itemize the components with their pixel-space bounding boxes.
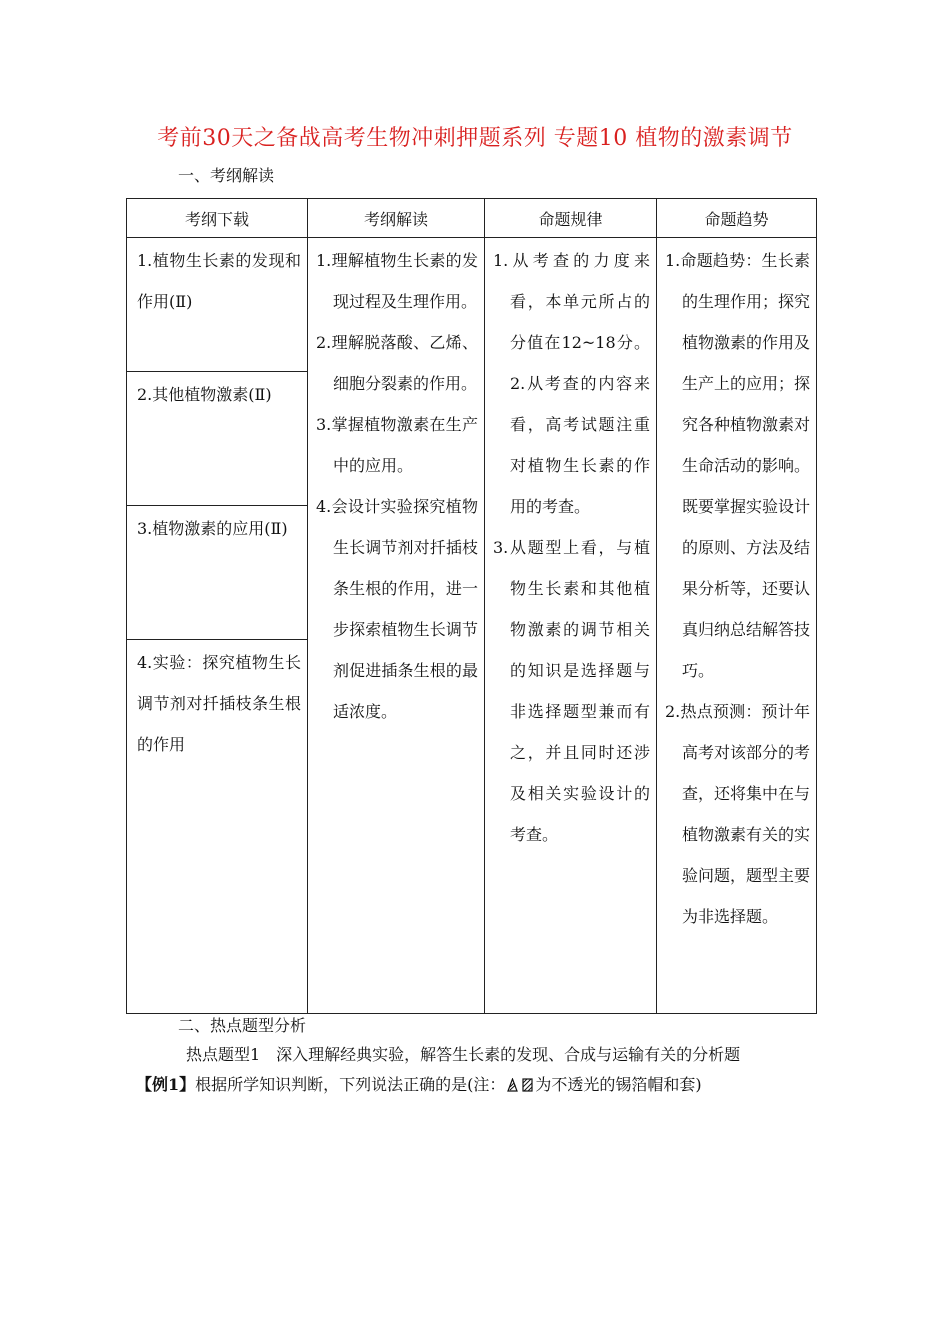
- section-heading-hot-topics: 二、热点题型分析: [178, 1016, 307, 1035]
- trend-item: 2.热点预测：预计年高考对该部分的考查，还将集中在与植物激素有关的实验问题，题型主要为非选择题。: [665, 702, 811, 926]
- syllabus-item: 2.其他植物激素(Ⅱ): [127, 372, 307, 506]
- trend-cell: [657, 238, 817, 1014]
- interpretation-item: 1.理解植物生长素的发现过程及生理作用。: [316, 251, 478, 311]
- table-row: [127, 238, 817, 1014]
- syllabus-item: 3.植物激素的应用(Ⅱ): [127, 506, 307, 640]
- hot-type-line: 热点题型1 深入理解经典实验，解答生长素的发现、合成与运输有关的分析题: [186, 1045, 741, 1064]
- interpretation-item: 2.理解脱落酸、乙烯、细胞分裂素的作用。: [316, 333, 478, 393]
- table-header-row: [127, 199, 817, 238]
- example-text: 根据所学知识判断，下列说法正确的是(注：: [195, 1075, 506, 1094]
- foil-sleeve-icon: [522, 1078, 533, 1092]
- pattern-item: 3.从题型上看，与植物生长素和其他植物激素的调节相关的知识是选择题与非选择题型兼而有之，并且同时还涉及相关实验设计的考查。: [493, 538, 650, 844]
- section-heading-outline: 一、考纲解读: [178, 166, 275, 185]
- table-header-cell: 考纲下载: [127, 199, 308, 238]
- document-title: 考前30天之备战高考生物冲刺押题系列 专题10 植物的激素调节: [157, 126, 793, 151]
- example-text-after: 为不透光的锡箔帽和套): [535, 1075, 702, 1094]
- interpretation-cell: [308, 238, 485, 1014]
- example-line: [136, 1072, 702, 1095]
- foil-cap-icon: [507, 1078, 518, 1092]
- outline-table: [126, 198, 817, 1014]
- trend-item: 1.命题趋势：生长素的生理作用；探究植物激素的作用及生产上的应用；探究各种植物激素对生命活动的影响。既要掌握实验设计的原则、方法及结果分析等，还要认真归纳总结解答技巧。: [665, 251, 811, 680]
- table-header-cell: 考纲解读: [308, 199, 485, 238]
- interpretation-item: 4.会设计实验探究植物生长调节剂对扦插枝条生根的作用，进一步探索植物生长调节剂促进插条生根的最适浓度。: [316, 497, 478, 721]
- pattern-item: 1.从考查的力度来看，本单元所占的分值在12~18分。2.从考查的内容来看，高考试题注重对植物生长素的作用的考查。: [493, 251, 650, 516]
- pattern-cell: [485, 238, 657, 1014]
- table-header-cell: 命题趋势: [657, 199, 817, 238]
- syllabus-item: 1.植物生长素的发现和作用(Ⅱ): [127, 238, 307, 372]
- syllabus-item: 4.实验：探究植物生长调节剂对扦插枝条生根的作用: [137, 653, 301, 754]
- interpretation-item: 3.掌握植物激素在生产中的应用。: [316, 415, 478, 475]
- example-label: 【例1】: [136, 1075, 196, 1094]
- table-header-cell: 命题规律: [485, 199, 657, 238]
- syllabus-cell: [127, 238, 308, 1014]
